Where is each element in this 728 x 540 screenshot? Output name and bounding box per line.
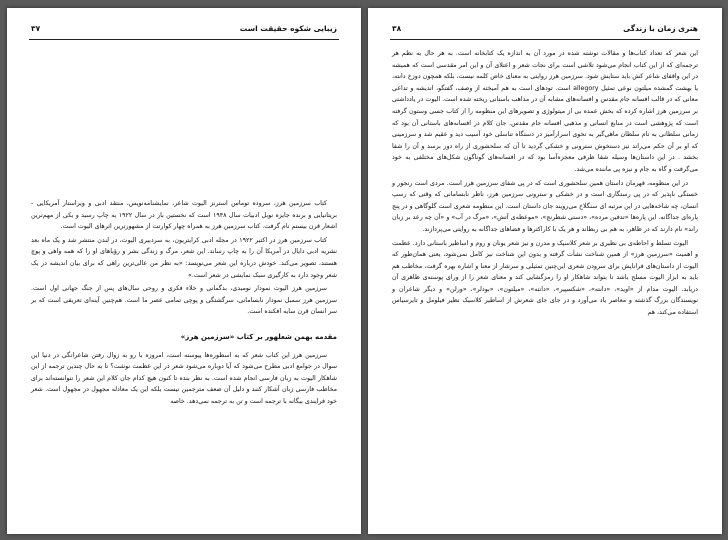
paragraph: الیوت تسلط و احاطه‌ی بی نظیری بر شعر کلاسیک و مدرن و نیز شعر یونان و روم و اساطیر باستانی دارد. عظمت و اهمیت «سرزمین هرز» از همین شناخت نشأت گرفته و بدون این شناخت نیز کامل نمی‌شود، یعنی همان‌طور که الیوت از داستان‌های فرانایش برای سرودن شعری این‌چنین تمثیلی و سرشار از معنا و اشاره بهره گرفت، مخاطب هم باید به ابزار الیوت مسلح باشد تا بتواند شاهکار او را رمزگشایی کند و معنای شعر را از ورای پوسته‌ی ظاهری آن دریابد. الیوت مدام از «اوید»، «دانته»، «شکسپیر»، «دانته»، «میلتون»، «بودلر»، «ورلن» و دیگر شاعران و نویسندگان بزرگ گذشته و معاصر یاد می‌آورد و در جای جای شعرش از اساطیر کلاسیک نظیر فیلومل و تایرسیاس استفاده می‌کند، هم: [392, 239, 698, 317]
paragraph: کتاب سرزمین هرز، سروده توماس استرنز الیوت شاعر، نمایشنامه‌نویس، منتقد ادبی و ویراستار آمریکایی - بریتانیایی و برنده جایزه نوبل ادبیات سال ۱۹۴۸ است که نخستین بار در سال ۱۹۲۲ به چاپ رسید و یکی از مهم‌ترین اشعار قرن بیستم نام گرفت. کتاب سرزمین هرز به همراه چهار کوارتت از مشهورترین اثرهای الیوت است.: [31, 200, 337, 231]
right-running-title: هنری زمان با زندگی: [623, 24, 698, 33]
right-page-header: [392, 24, 698, 38]
left-page-header: [31, 24, 337, 38]
paragraph: سرزمین هرز این کتاب شعر که به اسطوره‌ها پیوسته است، امروزه با رو به زوال رفتن شاعرانگی در دنیا این سوال در جوامع ادبی مطرح می‌شود که آیا دوباره می‌شود شعر در این عظمت نوشت؟ تا به حال چندین ترجمه از این شاهکار الیوت به زبان فارسی انجام شده است. به نظر بنده تا کنون هیچ کدام جان کلام این شعر را نتوانسته‌اند برای مخاطب فارسی زبان آشکار کنند و دلیل آن ضعف مترجمین نیست بلکه این یک معادله مجهول در مجهول است. شعر خود فرایندی بیگانه با ترجمه است و تن به ترجمه نمی‌دهد. خاصه: [31, 351, 337, 405]
left-header-rule: [29, 39, 339, 40]
paragraph: در این منظومه، قهرمان داستان همین سلحشوری است که در پی شفای سرزمین هرز است. مردی است رنجور و خستگی ناپذیر که در پی رستگاری است و در خشکی و سترونی سرزمین هرز، ناظر نابسامانی که وقتی که رسپ انسان، چه شاخه‌هایی در این مرتبه ای سنگلاخ می‌رویند جان داستان است. این منظومه شعری است گلوگاهی و در پنج پاره‌ای جداگانه. این پاره‌ها «تدفین مرده»، «دستی شطرنج»، «موعظه‌ی آتش»، «مرگ در آب» و «آن چه رعد بر زبان راند» نام دارند که در ظاهر، به هم بی ربطاند و هر یک با کاراکترها و فضاهای جداگانه به روایتی می‌پردازند.: [392, 179, 698, 233]
left-page: [7, 8, 361, 534]
paragraph: سرزمین هرز الیوت نمودار نومیدی، بدگمانی و خلاء فکری و روحی سال‌های پس از جنگ جهانی اول است. سرزمین هرز سمبل نمودار نابسامانی، سرگشتگی و پوچی تمامی عصر ما است. هم‌چنین آینه‌ای تعریفی است که بر سر انسان قرن سایه افکنده است.: [31, 285, 337, 316]
paragraph: این شعر که تعداد کتاب‌ها و مقالات نوشته شده در مورد آن به اندازه یک کتابخانه است. به هر حال به نظم هر ترجمه‌ای که از این کتاب انجام می‌شود تلاشی است برای نجات شعر و اعتلای آن و این امر مقدسی است که همیشه در این واقفای شاعر کش باید ستایش شود. سرزمین هرز روایتی به معنای خاص کلمه نیست، بلکه همچون دوزخ دانته، یا بهشت گمشده میلتون نوعی تمثیل allegory است. تودهای است به هم آمیخته از وصف، گفتگو، اندیشه و تداعی معانی که در قالب افسانه جام مقدس و افسانه‌های مشابه آن در مذاهب باستانی ریخته شده است. الیوت در یادداشتی بر سرزمین هرز اشاره کرده که بخش عمده بی از میتولوژی و تصویرهای این منظومه را از کتاب جسی وستون گرفته است که پژوهشی است در منابع انسانی و مذهبی افسانه جام مقدس. جان کلام در افسانه‌های باستانی آن بود که زمانی سلطانی به نام سلطان ماهی‌گیر به نحوی اسرارآمیز در دستگاه تناسلی خود آسیب دید و عقیم شد و سرزمینی که او بر آن حکم می‌راند نیز دستخوش سترونی و خشکی گردید تا آن که سلحشوری از راه دور برسد و آن را شفا بخشد . در این داستان‌ها وسیله شفا ظرفی معجزه‌آسا بود که در افسانه‌های گوناگون شکل‌های مختلفی به خود می‌گرفت و گاه به جام و نیزه پی ماننده می‌شد.: [392, 50, 698, 173]
paragraph: کتاب سرزمین هرز در اکتبر ۱۹۲۲ در مجله ادبی کرایتریون، به سردبیری الیوت، در لندن منتشر شد و یک ماه بعد نشریه ادبی دایال در آمریکا آن را به چاپ رساند. این شعر، مرگ و زندگی بشر و رؤیاهای او را که همه واهی و پوچ هستند، تصویر می‌کند. خودش درباره این شعر می‌نویسد: «به نظر من عالی‌ترین راهی که برای بیان اندیشه در یک شعر وجود دارد به کارگیری سبک نمایشی در شعر است.»: [31, 236, 337, 279]
right-header-rule: [390, 39, 700, 40]
section-heading: مقدمه بهمن شعلهور بر کتاب «سرزمین هرز»: [180, 332, 337, 341]
left-running-title: زیبایی شکوه حقیقت است: [239, 24, 337, 33]
right-page: [368, 8, 722, 534]
left-page-body: [31, 198, 337, 408]
left-page-number: ۳۷: [31, 24, 41, 33]
right-page-number: ۳۸: [392, 24, 402, 33]
right-page-body: [392, 48, 698, 319]
